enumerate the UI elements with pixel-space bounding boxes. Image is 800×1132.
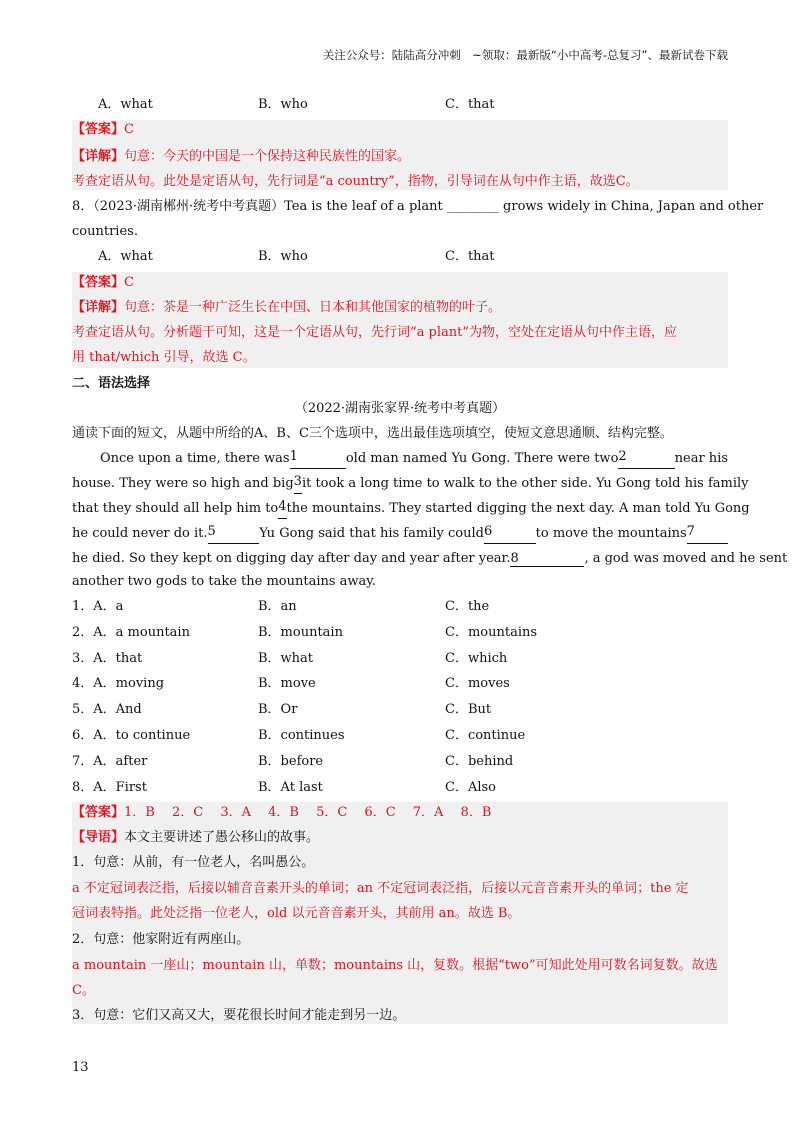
detail-text: 句意：茶是一种广泛生长在中国、日本和其他国家的植物的叶子。 xyxy=(124,300,502,315)
section-instruction: 通读下面的短文，从题中所给的A、B、C三个选项中，选出最佳选项填空，使短文意思通顺、结构完整。 xyxy=(72,426,673,441)
guide xyxy=(72,828,319,848)
explain-1-line2: 冠词表特指。此处泛指一位老人，old 以元音音素开头，其前用 an。故选 B。 xyxy=(72,906,521,921)
detail-text: 句意：今天的中国是一个保持这种民族性的国家。 xyxy=(124,149,411,164)
question-3-option-c: C．which xyxy=(445,651,508,666)
answer-value: C xyxy=(124,122,134,137)
explain-1-head: 1．句意：从前，有一位老人，名叫愚公。 xyxy=(72,855,315,870)
question-3-option-b: B．what xyxy=(258,651,314,666)
detail-label: 【详解】 xyxy=(72,300,125,315)
explain-2-line2: C。 xyxy=(72,983,95,998)
question-2-option-a: 2．A．a mountain xyxy=(72,625,190,640)
answer-label: 【答案】 xyxy=(72,275,125,290)
question-8-option-b: B．At last xyxy=(258,780,323,795)
q7-explanation: 考查定语从句。此处是定语从句，先行词是“a country”，指物，引导词在从句中作主语，故选C。 xyxy=(72,174,639,189)
question-5-option-b: B．Or xyxy=(258,702,298,717)
q7-answer xyxy=(72,120,134,140)
question-5-option-a: 5．A．And xyxy=(72,702,142,717)
question-1-option-c: C．the xyxy=(445,599,490,614)
blank-3: 3 xyxy=(294,474,302,494)
q8-option-a: A．what xyxy=(98,249,153,264)
question-4-option-c: C．moves xyxy=(445,676,510,691)
question-7-option-c: C．behind xyxy=(445,754,514,769)
blank-5: 5 xyxy=(208,524,260,544)
q7-option-b: B．who xyxy=(258,97,308,112)
question-7-option-a: 7．A．after xyxy=(72,754,148,769)
answer-label: 【答案】 xyxy=(72,122,125,137)
passage-line-6: another two gods to take the mountains away. xyxy=(72,574,377,589)
q7-option-c: C．that xyxy=(445,97,495,112)
question-8-option-a: 8．A．First xyxy=(72,780,147,795)
passage-line-3: that they should all help him to 4 the mountains. They started digging the next day. A man told Yu Gong xyxy=(72,499,728,519)
q7-detail xyxy=(72,147,410,167)
blank-4: 4 xyxy=(278,499,286,519)
blank-2: 2 xyxy=(618,449,674,469)
q8-option-c: C．that xyxy=(445,249,495,264)
q8-answer xyxy=(72,273,134,293)
q8-stem-line2: countries. xyxy=(72,224,138,239)
question-6-option-a: 6．A．to continue xyxy=(72,728,191,743)
q8-explanation-line1: 考查定语从句。分析题干可知，这是一个定语从句，先行词“a plant”为物，空处在定语从句中作主语，应 xyxy=(72,325,678,340)
question-4-option-a: 4．A．moving xyxy=(72,676,165,691)
explain-3-head: 3．句意：它们又高又大，要花很长时间才能走到另一边。 xyxy=(72,1008,406,1023)
question-8-option-c: C．Also xyxy=(445,780,496,795)
question-1-option-a: 1．A．a xyxy=(72,599,124,614)
passage-line-4: he could never do it. 5 Yu Gong said that his family could 6 to move the mountains 7 xyxy=(72,524,728,544)
blank-8: 8 xyxy=(510,551,584,567)
explain-2-head: 2．句意：他家附近有两座山。 xyxy=(72,932,250,947)
detail-label: 【详解】 xyxy=(72,149,125,164)
question-6-option-c: C．continue xyxy=(445,728,526,743)
q8-option-b: B．who xyxy=(258,249,308,264)
section-answers xyxy=(72,803,491,823)
q8-detail xyxy=(72,298,501,318)
section-source: （2022·湖南张家界·统考中考真题） xyxy=(294,401,506,416)
blank-7: 7 xyxy=(687,524,728,544)
question-2-option-c: C．mountains xyxy=(445,625,538,640)
question-7-option-b: B．before xyxy=(258,754,324,769)
q8-explanation-line2: 用 that/which 引导，故选 C。 xyxy=(72,350,256,365)
explain-2-line1: a mountain 一座山；mountain 山，单数；mountains 山，复数。根据“two”可知此处用可数名词复数。故选 xyxy=(72,958,718,973)
passage-line-1: Once upon a time, there was 1 old man named Yu Gong. There were two 2 near his xyxy=(72,449,728,469)
question-1-option-b: B．an xyxy=(258,599,297,614)
blank-1: 1 xyxy=(290,449,346,469)
answer-values: 1．B 2．C 3．A 4．B 5．C 6．C 7．A 8．B xyxy=(124,805,492,820)
answer-label: 【答案】 xyxy=(72,805,125,820)
answer-value: C xyxy=(124,275,134,290)
blank-6: 6 xyxy=(484,524,536,544)
explain-1-line1: a 不定冠词表泛指，后接以辅音音素开头的单词；an 不定冠词表泛指，后接以元音音素开头的单词；the 定 xyxy=(72,881,689,896)
question-3-option-a: 3．A．that xyxy=(72,651,143,666)
section-title: 二、语法选择 xyxy=(72,376,151,391)
question-2-option-b: B．mountain xyxy=(258,625,343,640)
question-4-option-b: B．move xyxy=(258,676,316,691)
question-5-option-c: C．But xyxy=(445,702,492,717)
question-6-option-b: B．continues xyxy=(258,728,345,743)
q7-option-a: A．what xyxy=(98,97,153,112)
page-header: 关注公众号：陆陆高分冲刺 ~领取：最新版“小中高考-总复习”、最新试卷下载 xyxy=(322,48,728,62)
q8-stem-line1: 8．（2023·湖南郴州·统考中考真题）Tea is the leaf of a plant ________ grows widely in China, Japan and other xyxy=(72,199,764,214)
page-number: 13 xyxy=(72,1060,89,1075)
guide-text: 本文主要讲述了愚公移山的故事。 xyxy=(124,830,320,845)
passage-line-5: he died. So they kept on digging day after day and year after year. 8 , a god was moved and he sent xyxy=(72,551,788,566)
passage-line-2: house. They were so high and big 3 it took a long time to walk to the other side. Yu Gong told his family xyxy=(72,474,728,494)
guide-label: 【导语】 xyxy=(72,830,125,845)
